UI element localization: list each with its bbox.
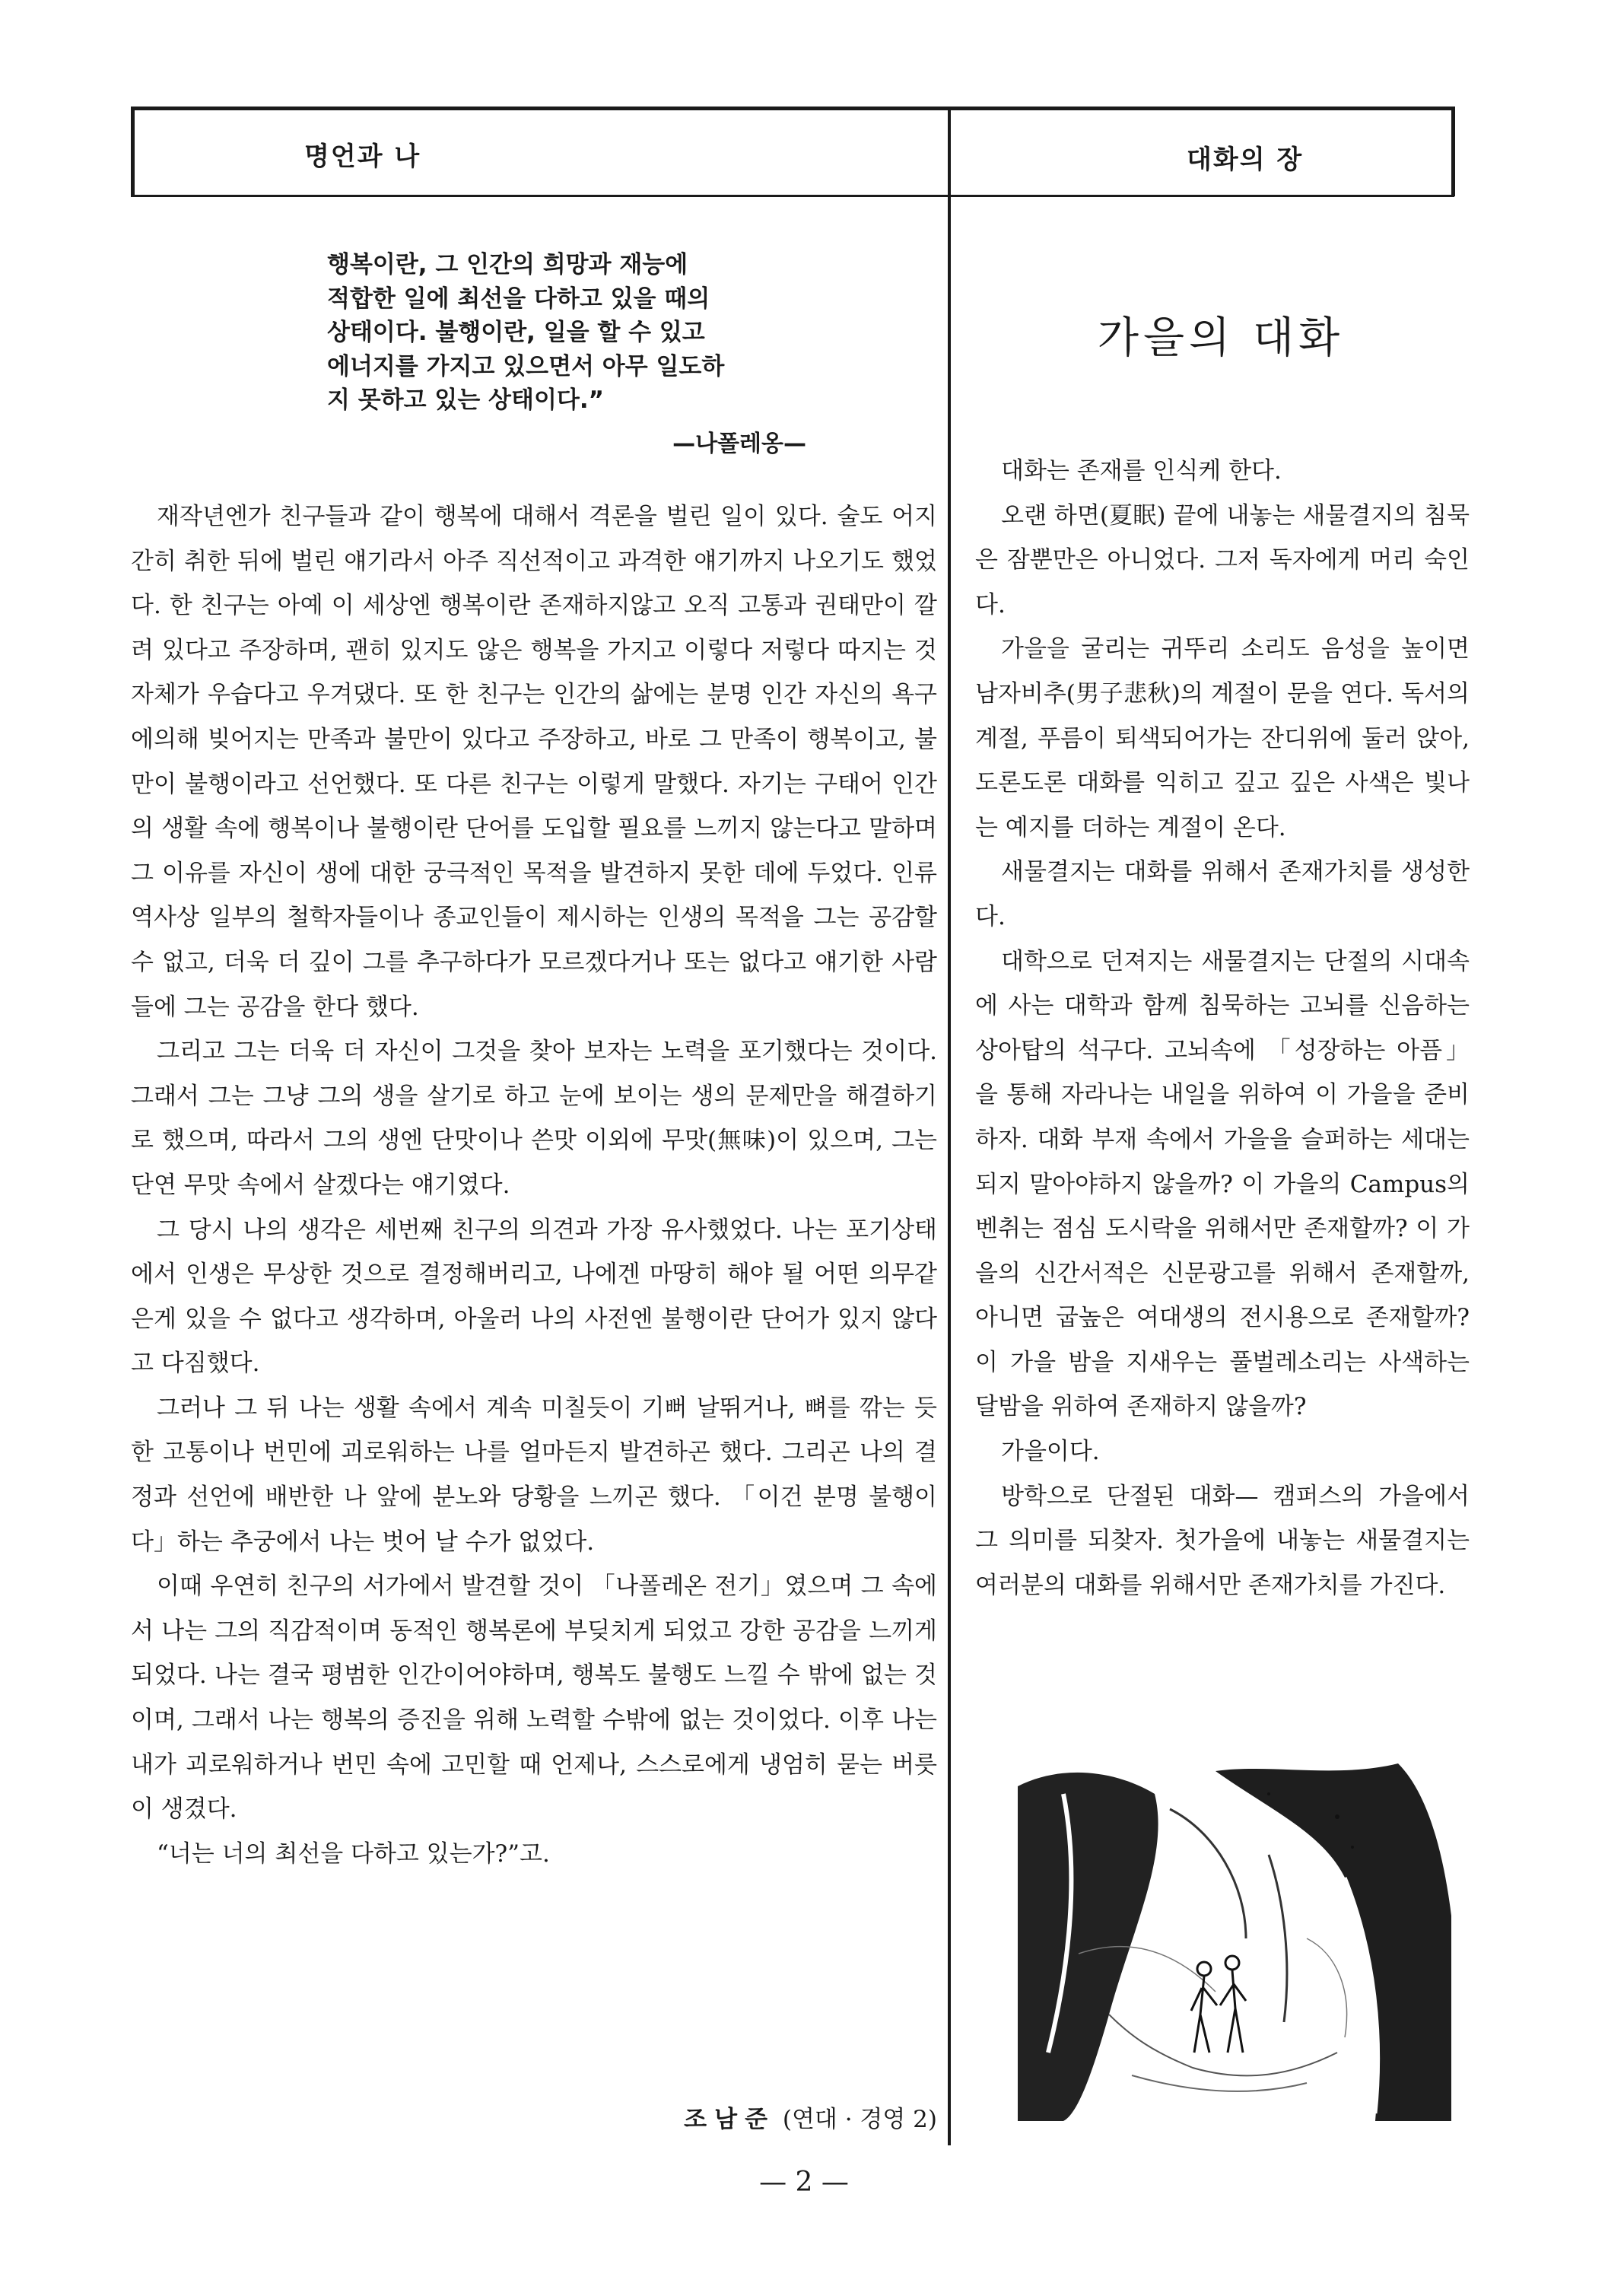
autumn-couple-illustration: [1018, 1763, 1451, 2121]
napoleon-quote: [327, 248, 768, 418]
quote-author: —나폴레옹—: [672, 431, 806, 457]
essay-body: [131, 494, 937, 1876]
dialogue-body: [975, 449, 1470, 1608]
article-title: 가을의 대화: [1097, 313, 1345, 363]
header-left-rule: [131, 107, 135, 196]
right-section-title: 대화의 장: [1187, 145, 1304, 175]
essay-paragraph: 그러나 그 뒤 나는 생활 속에서 계속 미칠듯이 기뻐 날뛰거나, 뼈를 깎는 듯한 고통이나 번민에 괴로워하는 나를 얼마든지 발견하곤 했다. 그리곤 나의 결정과 선언에 배반한 나 앞에 분노와 당황을 느끼곤 했다. 「이건 분명 불행이다」하는 추궁에서 나는 벗어 날 수가 없었다.: [131, 1394, 937, 1556]
dialogue-paragraph: 가을을 굴리는 귀뚜리 소리도 음성을 높이면 남자비추(男子悲秋)의 계절이 문을 연다. 독서의 계절, 푸름이 퇴색되어가는 잔디위에 둘러 앉아, 도론도론 대화를 익히고 깊고 깊은 사색은 빛나는 예지를 더하는 계절이 온다.: [975, 635, 1470, 841]
top-rule: [131, 107, 1454, 110]
quote-line: 행복이란, 그 인간의 희망과 재능에: [327, 251, 688, 278]
essay-paragraph: “너는 너의 최선을 다하고 있는가?”고.: [157, 1840, 550, 1868]
author-affiliation: (연대 · 경영 2): [782, 2106, 937, 2133]
quote-line: 상태이다. 불행이란, 일을 할 수 있고: [327, 319, 705, 346]
quote-line: 에너지를 가지고 있으면서 아무 일도하: [327, 352, 725, 380]
dialogue-paragraph: 방학으로 단절된 대화— 캠퍼스의 가을에서 그 의미를 되찾자. 첫가을에 내놓는 새물결지는 여러분의 대화를 위해서만 존재가치를 가진다.: [975, 1482, 1470, 1599]
dialogue-paragraph: 가을이다.: [1001, 1438, 1100, 1466]
left-section-title: 명언과 나: [304, 142, 421, 172]
dialogue-paragraph: 새물결지는 대화를 위해서 존재가치를 생성한다.: [975, 858, 1470, 930]
dialogue-paragraph: 대화는 존재를 인식케 한다.: [1001, 457, 1282, 485]
header-right-rule: [1451, 107, 1455, 196]
author-name: 조남준: [684, 2106, 776, 2133]
dialogue-paragraph: 오랜 하면(夏眠) 끝에 내놓는 새물결지의 침묵은 잠뿐만은 아니었다. 그저 독자에게 머리 숙인다.: [975, 501, 1470, 619]
dialogue-paragraph: 대학으로 던져지는 새물결지는 단절의 시대속에 사는 대학과 함께 침묵하는 고뇌를 신음하는 상아탑의 석구다. 고뇌속에 「성장하는 아픔」을 통해 자라나는 내일을 위하여 이 가을을 준비하자. 대화 부재 속에서 가을을 슬퍼하는 세대는 되지 말아야하지 않을까? 이 가을의 Campus의 벤취는 점심 도시락을 위해서만 존재할까? 이 가을의 신간서적은 신문광고를 위해서 존재할까, 아니면 굽높은 여대생의 전시용으로 존재할까? 이 가을 밤을 지새우는 풀벌레소리는 사색하는 달밤을 위하여 존재하지 않을까?: [975, 947, 1470, 1421]
quote-line: 지 못하고 있는 상태이다.”: [327, 386, 604, 414]
author-byline: [593, 2100, 937, 2134]
essay-paragraph: 재작년엔가 친구들과 같이 행복에 대해서 격론을 벌린 일이 있다. 술도 어지간히 취한 뒤에 벌린 얘기라서 아주 직선적이고 과격한 얘기까지 나오기도 했었다. 한 친구는 아예 이 세상엔 행복이란 존재하지않고 오직 고통과 권태만이 깔려 있다고 주장하며, 괜히 있지도 않은 행복을 가지고 이렇다 저렇다 따지는 것 자체가 우습다고 우겨댔다. 또 한 친구는 인간의 삶에는 분명 인간 자신의 욕구에의해 빚어지는 만족과 불만이 있다고 주장하고, 바로 그 만족이 행복이고, 불만이 불행이라고 선언했다. 또 다른 친구는 이렇게 말했다. 자기는 구태어 인간의 생활 속에 행복이나 불행이란 단어를 도입할 필요를 느끼지 않는다고 말하며 그 이유를 자신이 생에 대한 궁극적인 목적을 발견하지 못한 데에 두었다. 인류 역사상 일부의 철학자들이나 종교인들이 제시하는 인생의 목적을 그는 공감할 수 없고, 더욱 더 깊이 그를 추구하다가 모르겠다거나 또는 없다고 얘기한 사람들에 그는 공감을 한다 했다.: [131, 503, 937, 1021]
page-number: — 2 —: [759, 2167, 849, 2198]
essay-paragraph: 그 당시 나의 생각은 세번째 친구의 의견과 가장 유사했었다. 나는 포기상태에서 인생은 무상한 것으로 결정해버리고, 나에겐 마땅히 해야 될 어떤 의무같은게 있을 수 없다고 생각하며, 아울러 나의 사전엔 불행이란 단어가 있지 않다고 다짐했다.: [131, 1216, 937, 1378]
column-divider: [948, 107, 951, 2145]
quote-line: 적합한 일에 최선을 다하고 있을 때의: [327, 285, 710, 313]
essay-paragraph: 이때 우연히 친구의 서가에서 발견할 것이 「나폴레온 전기」였으며 그 속에서 나는 그의 직감적이며 동적인 행복론에 부딪치게 되었고 강한 공감을 느끼게 되었다. 나는 결국 평범한 인간이어야하며, 행복도 불행도 느낄 수 밖에 없는 것이며, 그래서 나는 행복의 증진을 위해 노력할 수밖에 없는 것이었다. 이후 나는 내가 괴로워하거나 번민 속에 고민할 때 언제나, 스스로에게 냉엄히 묻는 버릇이 생겼다.: [131, 1573, 937, 1824]
essay-paragraph: 그리고 그는 더욱 더 자신이 그것을 찾아 보자는 노력을 포기했다는 것이다. 그래서 그는 그냥 그의 생을 살기로 하고 눈에 보이는 생의 문제만을 해결하기로 했으며, 따라서 그의 생엔 단맛이나 쓴맛 이외에 무맛(無味)이 있으며, 그는 단연 무맛 속에서 살겠다는 얘기였다.: [131, 1038, 937, 1199]
header-bottom-rule: [131, 195, 1454, 197]
